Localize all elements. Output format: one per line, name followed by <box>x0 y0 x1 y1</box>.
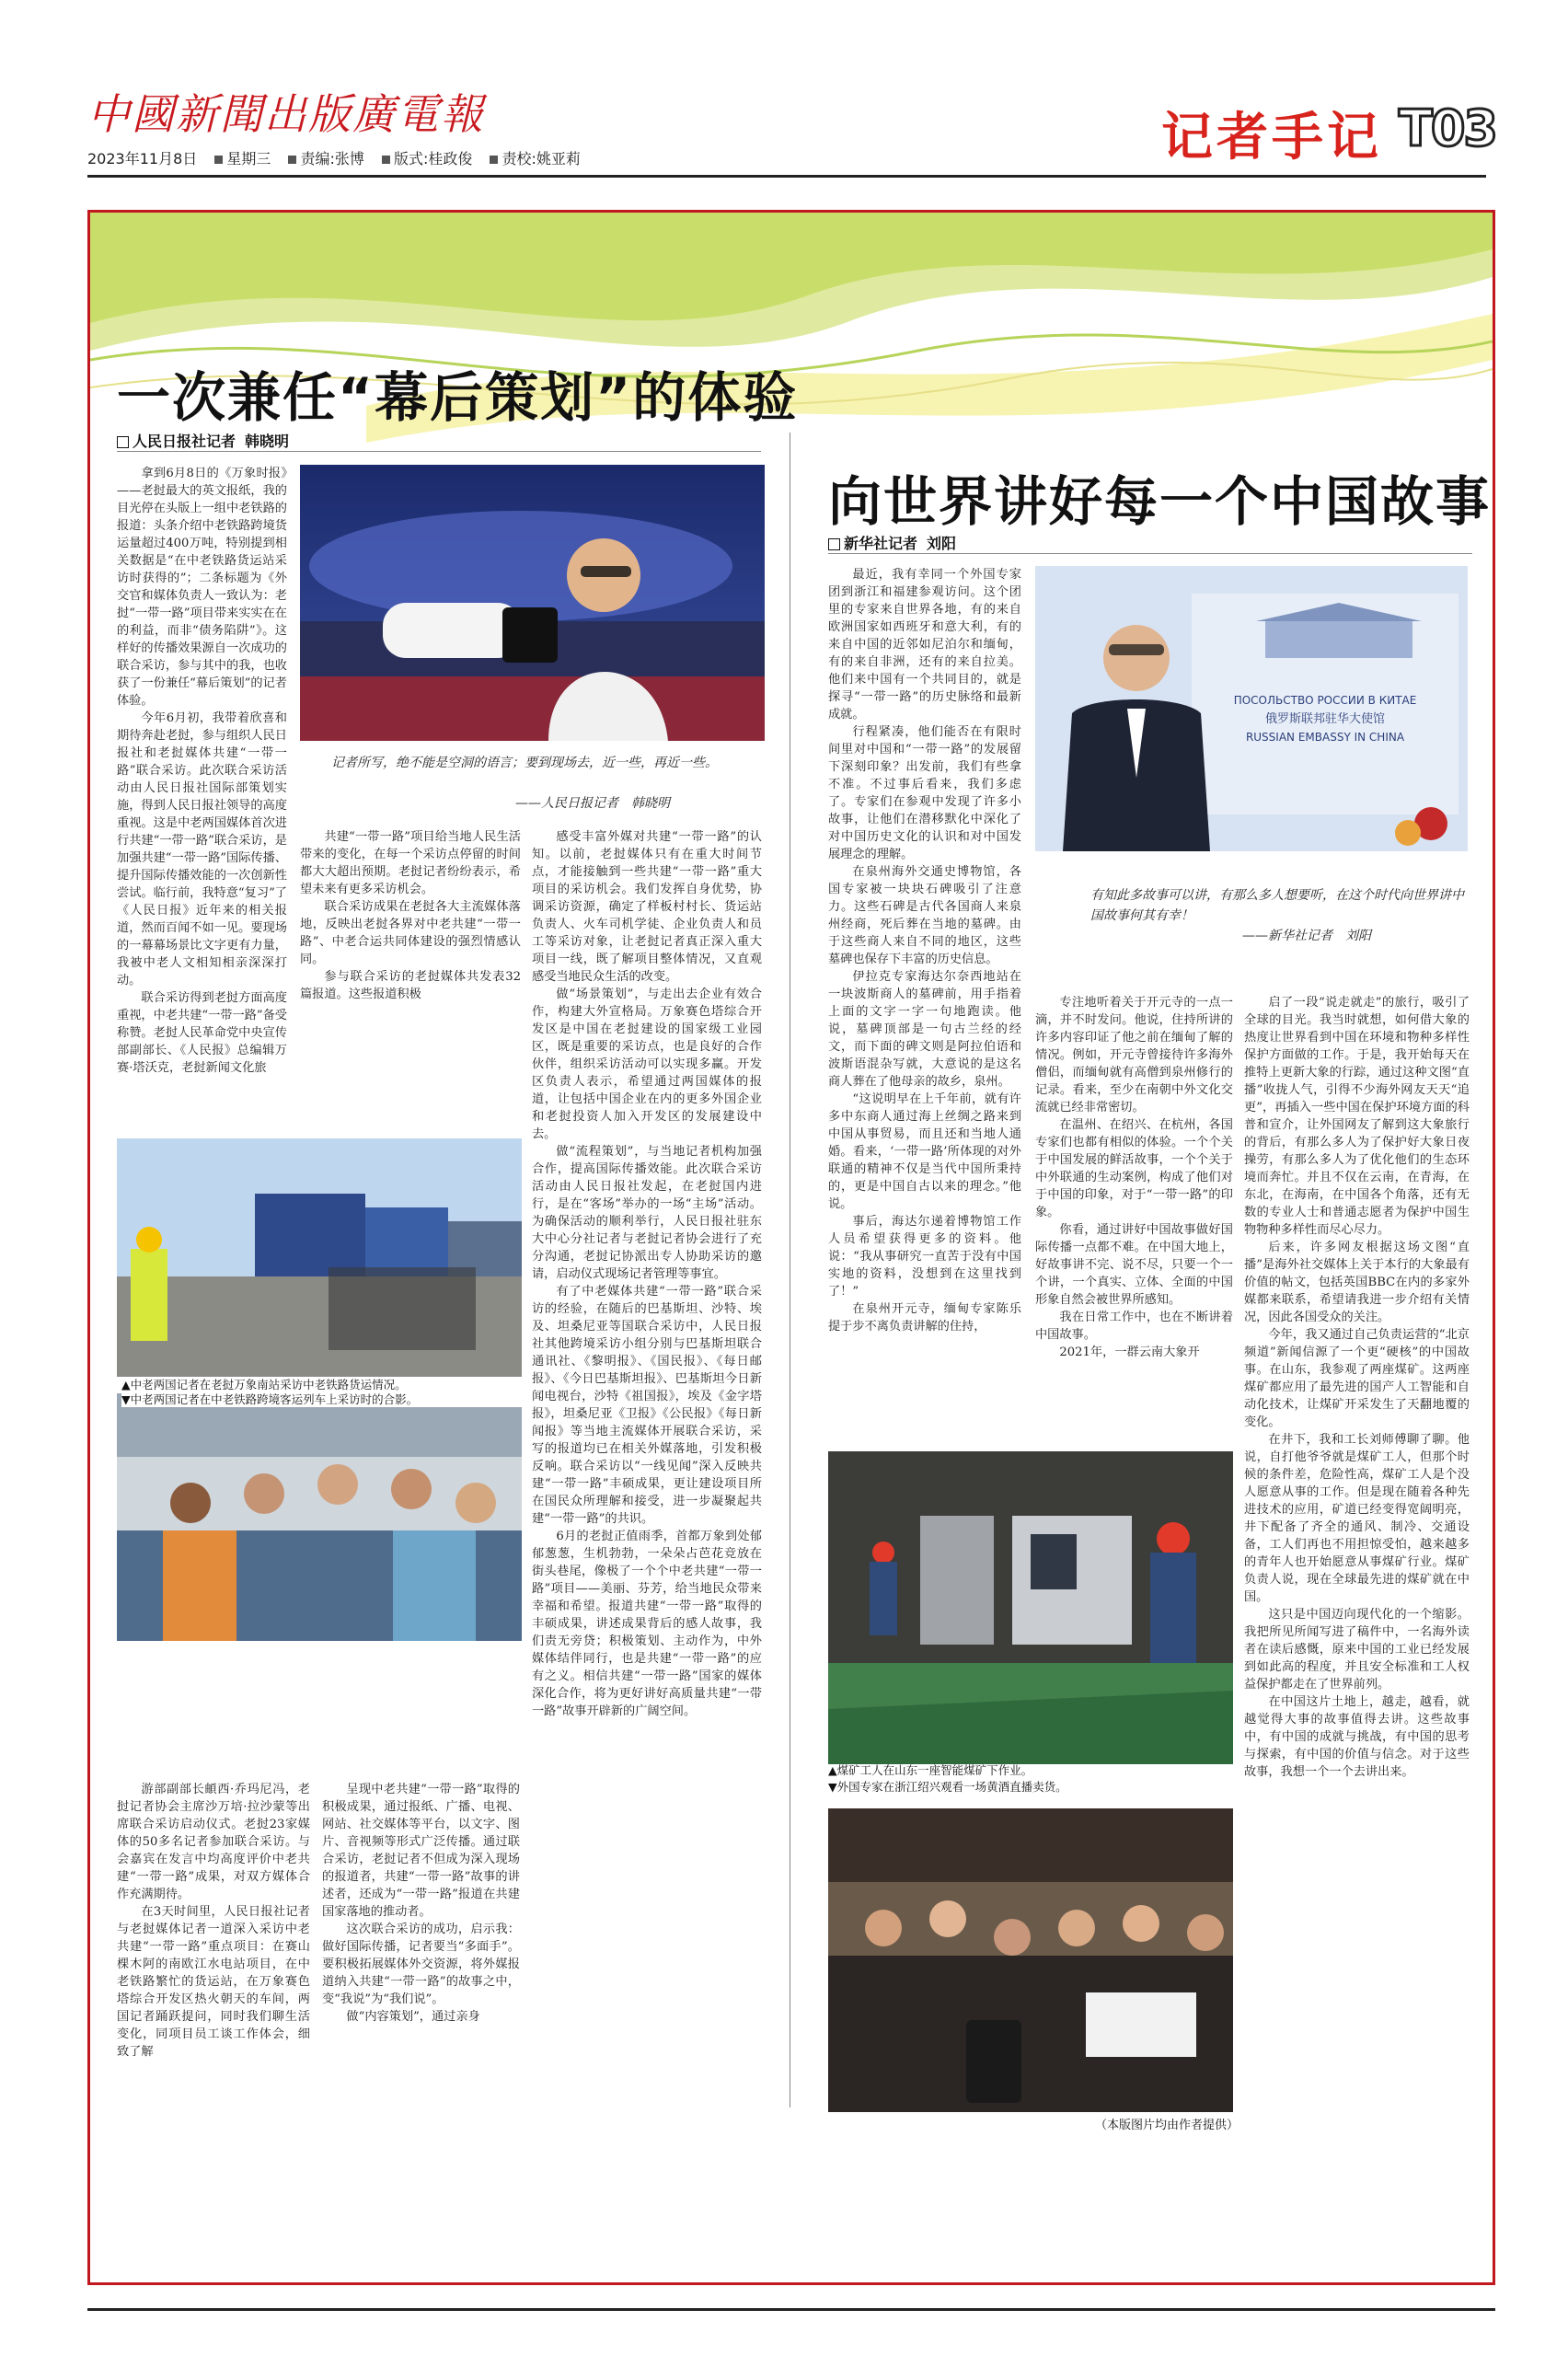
paragraph: 在温州、在绍兴、在杭州，各国专家们也都有相似的体验。一个个关于中国发展的鲜活故事，一个个关于中外联通的生动案例，构成了他们对于中国的印象，对于“一带一路”的印象。 <box>1035 1118 1233 1219</box>
bullet-icon <box>490 156 498 164</box>
paragraph: 事后，海达尔递着博物馆工作人员希望获得更多的资料。他说：“我从事研究一直苦于没有中国实地的资料，没想到在这里找到了！” <box>828 1215 1021 1299</box>
paragraph: 启了一段“说走就走”的旅行，吸引了全球的目光。我当时就想，如何借大象的热度让世界看到中国在环境和物种多样性保护方面做的工作。于是，我开始每天在推特上更新大象的行踪，通过这种文图“直播”收拢人气，引得不少海外网友天天“追更”，再插入一些中国在保护环境方面的科普和宣介，让外国网友了解到这大象旅行的背后，有那么多人为了保护好大象日夜操劳，有那么多人为了优化他们的生态环境而奔忙。并且不仅在云南，在青海，在东北，在海南，在中国各个角落，还有无数的专业人士和普通志愿者为保护中国生物物种多样性而尽心尽力。 <box>1244 996 1470 1237</box>
page-number: T03 <box>1399 99 1496 157</box>
bullet-icon <box>214 156 223 164</box>
article1-title: 一次兼任“幕后策划”的体验 <box>117 366 799 429</box>
article1-photo-train-group <box>117 1392 522 1641</box>
article1-column-c <box>300 828 521 1127</box>
article2-byline-org: 新华社记者 <box>844 535 918 552</box>
article1-column-d <box>322 1781 520 2103</box>
paragraph: 今年，我又通过自己负责运营的“北京频道”新闻信源了一个更“硬核”的中国故事。在山东，我参观了两座煤矿。这两座煤矿都应用了最先进的国产人工智能和自动化技术，让煤矿开采发生了天翻地覆的变化。 <box>1244 1328 1470 1429</box>
paragraph: 做“内容策划”，通过亲身 <box>346 2010 480 2024</box>
proof-editor: 责校:姚亚莉 <box>502 150 581 167</box>
paragraph: “这说明早在上千年前，就有许多中东商人通过海上丝绸之路来到中国从事贸易，而且还和当地人通婚。看来，‘一带一路’所体现的对外联通的精神不仅是当代中国所秉持的，更是中国自古以来的理念。”他说。 <box>828 1092 1021 1211</box>
article2-photo1-credit: ——新华社记者 刘阳 <box>1242 929 1371 943</box>
paragraph: 伊拉克专家海达尔奈西地站在一块波斯商人的墓碑前，用手指着上面的文字一字一句地跑读。他说，墓碑顶部是一句古兰经的经文，而下面的碑文则是阿拉伯语和波斯语混杂写就，大意说的是这名商人葬在了他母亲的故乡，泉州。 <box>828 970 1021 1089</box>
article1-column-e <box>532 828 762 2103</box>
embassy-sign-ru: ПОСОЛЬСТВО РОССИИ В КИТАЕ <box>1233 694 1417 707</box>
paragraph: 在3天时间里，人民日报社记者与老挝媒体记者一道深入采访中老共建“一带一路”重点项目：在赛山棵木阿的南欧江水电站项目，在中老铁路繁忙的货运站，在万象赛色塔综合开发区热火朝天的车间，两国记者踊跃提问，同时我们聊生活变化，同项目员工谈工作体会，细致了解 <box>117 1905 310 2059</box>
article1-photo1-credit: ——人民日报记者 韩晓明 <box>515 796 670 811</box>
article2-photo3-caption: ▼外国专家在浙江绍兴观看一场黄酒直播卖货。 <box>828 1780 1067 1794</box>
paragraph: 拿到6月8日的《万象时报》——老挝最大的英文报纸，我的目光停在头版上一组中老铁路的报道：头条介绍中老铁路跨境货运量超过400万吨，特别提到相关数据是“在中老铁路货运站采访时获得的”；二条标题为《外交官和媒体负责人一致认为：老挝“一带一路”项目带来实实在在的利益，而非“债务陷阱”》。这样好的传播效果源自一次成功的联合采访，参与其中的我，也收获了一份兼任“幕后策划”的记者体验。 <box>117 467 287 708</box>
article1-byline-rule <box>117 451 761 452</box>
article2-byline-rule <box>828 553 1472 554</box>
article1-photo3-caption: ▼中老两国记者在中老铁路跨境客运列车上采访时的合影。 <box>121 1392 526 1407</box>
paragraph: 有了中老媒体共建“一带一路”联合采访的经验，在随后的巴基斯坦、沙特、埃及、坦桑尼亚等国联合采访中，人民日报社其他跨境采访小组分别与巴基斯坦联合通讯社、《黎明报》、《国民报》、《每日邮报》、《今日巴基斯坦报》、巴基斯坦今日新闻电视台，沙特《祖国报》，埃及《金字塔报》，坦桑尼亚《卫报》《公民报》《每日新闻报》等当地主流媒体开展联合采访，采写的报道均已在相关外媒落地，引发积极反响。联合采访以“一线见闻”深入反映共建“一带一路”丰硕成果，更让建设项目所在国民众所理解和接受，进一步凝聚起共建“一带一路”的共识。 <box>532 1285 762 1526</box>
article2-column-c <box>1244 994 1470 2098</box>
paragraph: 做“流程策划”，与当地记者机构加强合作，提高国际传播效能。此次联合采访活动由人民日报社发起，在老挝国内进行，是在“客场”举办的一场“主场”活动。为确保活动的顺利举行，人民日报社驻东大中心分社记者与老挝记者协会进行了充分沟通，老挝记协派出专人协助采访的邀请，启动仪式现场记者管理等事宜。 <box>532 1145 762 1281</box>
embassy-sign-en: RUSSIAN EMBASSY IN CHINA <box>1245 731 1405 744</box>
section-name: 记者手记 <box>1161 108 1382 167</box>
article1-photo-freight-station <box>117 1138 522 1380</box>
article1-photo2-caption-line: ▲中老两国记者在老挝万象南站采访中老铁路货运情况。 <box>121 1378 407 1392</box>
footer-rule <box>87 2308 1495 2311</box>
paragraph: 行程紧凑，他们能否在有限时间里对中国和“一带一路”的发展留下深刻印象？出发前，我们有些拿不准。不过事后看来，我们多虑了。专家们在参观中发现了许多小故事，让他们在潜移默化中深化了对中国历史文化的认识和对中国发展理念的理解。 <box>828 725 1021 861</box>
dateline <box>87 147 594 168</box>
paragraph: 在泉州开元寺，缅甸专家陈乐提于步不离负责讲解的住持， <box>828 1302 1021 1334</box>
paragraph: 感受丰富外媒对共建“一带一路”的认知。以前，老挝媒体只有在重大时间节点，才能接触到一些共建“一带一路”重大项目的采访机会。我们发挥自身优势，协调采访资源，确定了样板村村长、货运站负责人、火车司机学徒、企业负责人和员工等采访对象，让老挝记者真正深入重大项目一线，既了解项目整体情况，又直观感受当地民众生活的改变。 <box>532 830 762 984</box>
article2-byline-name: 刘阳 <box>927 535 957 552</box>
photo-credit-note: （本版图片均由作者提供） <box>1095 2119 1239 2132</box>
paragraph: 参与联合采访的老挝媒体共发表32篇报道。这些报道积极 <box>300 970 521 1001</box>
article1-photo1-caption: 记者所写，绝不能是空洞的语言；要到现场去，近一些，再近一些。 <box>331 756 718 770</box>
paragraph: 联合采访得到老挝方面高度重视，中老共建“一带一路”备受称赞。老挝人民革命党中央宣传部副部长、《人民报》总编辑万赛·塔沃克，老挝新闻文化旅 <box>117 991 287 1075</box>
paragraph: 游部副部长頔西·乔玛尼冯，老挝记者协会主席沙万培·拉沙蒙等出席联合采访启动仪式。老挝23家媒体的50多名记者参加联合采访。与会嘉宾在发言中均高度评价中老共建“一带一路”成果，对双方媒体合作充满期待。 <box>117 1783 310 1901</box>
square-icon <box>828 538 840 550</box>
article1-photo-reporter <box>300 465 765 741</box>
article1-byline <box>117 430 289 451</box>
paragraph: 在井下，我和工长刘师傅聊了聊。他说，自打他爷爷就是煤矿工人，但那个时候的条件差，危险性高，煤矿工人是个没人愿意从事的工作。但是现在随着各种先进技术的应用，矿道已经变得宽阔明亮，井下配备了齐全的通风、制冷、交通设备，工人们再也不用担惊受怕，越来越多的青年人也开始愿意从事煤矿行业。煤矿负责人说，现在全球最先进的煤矿就在中国。 <box>1244 1433 1470 1604</box>
article2-photo1-caption: 有知此多故事可以讲，有那么多人想要听，在这个时代向世界讲中国故事何其有幸！ <box>1090 888 1464 923</box>
masthead-logo: 中國新聞出版廣電報 <box>87 89 485 139</box>
paragraph: 今年6月初，我带着欣喜和期待奔赴老挝，参与组织人民日报社和老挝媒体共建“一带一路”联合采访。此次联合采访活动由人民日报社国际部策划实施，得到人民日报社领导的高度重视。这是中老两国媒体首次进行共建“一带一路”联合采访，是加强共建“一带一路”国际传播、提升国际传播效能的一次创新性尝试。临行前，我特意“复习”了《人民日报》近年来的相关报道，然而百闻不如一见。要现场的一幕幕场景比文字更有力量，我被中老人文相知相亲深深打动。 <box>117 711 287 987</box>
paragraph: 在泉州海外交通史博物馆，各国专家被一块块石碑吸引了注意力。这些石碑是古代各国商人来泉州经商，死后葬在当地的墓碑。由于这些商人来自不同的地区，这些墓碑也保存下丰富的历史信息。 <box>828 865 1021 966</box>
article2-photo-coal-mine <box>828 1451 1233 1764</box>
paragraph: 这只是中国迈向现代化的一个缩影。我把所见所闻写进了稿件中，一名海外读者在读后感慨，原来中国的工业已经发展到如此高的程度，并且安全标准和工人权益保护都走在了世界前列。 <box>1244 1608 1470 1692</box>
paragraph: 你看，通过讲好中国故事做好国际传播一点都不难。在中国大地上，好故事讲不完、说不尽，只要一个一个讲，一个真实、立体、全面的中国形象自然会被世界所感知。 <box>1035 1223 1233 1307</box>
paragraph: 这次联合采访的成功，启示我：做好国际传播，记者要当“多面手”。要积极拓展媒体外交资源，将外媒报道纳入共建“一带一路”的故事之中，变“我说”为“我们说”。 <box>322 1923 520 2006</box>
paragraph: 2021年，一群云南大象开 <box>1059 1345 1200 1359</box>
paragraph: 在中国这片土地上，越走，越看，就越觉得大事的故事值得去讲。这些故事中，有中国的成就与挑战，有中国的思考与探索，有中国的价值与信念。对于这些故事，我想一个一个去讲出来。 <box>1244 1695 1470 1779</box>
article2-photo-livestream <box>828 1808 1233 2112</box>
issue-date: 2023年11月8日 <box>87 150 198 167</box>
bullet-icon <box>382 156 390 164</box>
article2-photo2-caption: ▲煤矿工人在山东一座智能煤矿下作业。 <box>828 1763 1033 1777</box>
paragraph: 我在日常工作中，也在不断讲着中国故事。 <box>1035 1311 1233 1342</box>
layout-editor: 版式:桂政俊 <box>393 150 473 167</box>
paragraph: 专注地听着关于开元寺的一点一滴，并不时发问。他说，住持所讲的许多内容印证了他之前在缅甸了解的情况。例如，开元寺曾接待许多海外僧侣，而缅甸就有高僧到泉州修行的记录。看来，至少在南朝中外文化交流就已经非常密切。 <box>1035 996 1233 1114</box>
paragraph: 6月的老挝正值雨季，首都万象到处郁郁葱葱，生机勃勃，一朵朵占芭花竞放在街头巷尾，像极了一个个中老共建“一带一路”项目——美丽、芬芳，给当地民众带来幸福和希望。报道共建“一带一路”取得的丰硕成果，讲述成果背后的感人故事，我们责无旁贷；积极策划、主动作为，中外媒体结伴同行，也是共建“一带一路”的应有之义。相信共建“一带一路”国家的媒体深化合作，将为更好讲好高质量共建“一带一路”故事开辟新的广阔空间。 <box>532 1530 762 1718</box>
bullet-icon <box>288 156 296 164</box>
paragraph: 呈现中老共建“一带一路”取得的积极成果，通过报纸、广播、电视、网站、社交媒体等平台，以文字、图片、音视频等形式广泛传播。通过联合采访，老挝记者不但成为深入现场的报道者，共建“一带一路”故事的讲述者，还成为“一带一路”报道在共建国家落地的推动者。 <box>322 1783 520 1919</box>
paragraph: 最近，我有幸同一个外国专家团到浙江和福建参观访问。这个团里的专家来自世界各地，有的来自欧洲国家如西班牙和意大利，有的来自中国的近邻如尼泊尔和缅甸，有的来自非洲，还有的来自拉美。他们来中国有一个共同目的，就是探寻“一带一路”的历史脉络和最新成就。 <box>828 568 1021 722</box>
article2-title: 向世界讲好每一个中国故事 <box>828 470 1492 533</box>
header-rule <box>87 175 1486 178</box>
article2-column-b <box>1035 994 1233 1454</box>
article1-column-b <box>117 1781 310 2103</box>
article1-byline-name: 韩晓明 <box>245 433 290 450</box>
issue-weekday: 星期三 <box>226 150 271 167</box>
responsible-editor: 责编:张博 <box>300 150 364 167</box>
decorative-waves <box>90 213 1493 489</box>
square-icon <box>117 436 129 448</box>
article2-photo-embassy <box>1035 566 1468 851</box>
paragraph: 联合采访成果在老挝各大主流媒体落地，反映出老挝各界对中老共建“一带一路”、中老合运共同体建设的强烈情感认同。 <box>300 900 521 966</box>
article1-byline-org: 人民日报社记者 <box>133 433 236 450</box>
article2-byline <box>828 532 956 553</box>
paragraph: 后来，许多网友根据这场文图“直播”是海外社交媒体上关于本行的大象最有价值的帖文，包括英国BBC在内的多家外媒都来联系，希望请我进一步介绍有关情况，因此各国受众的关注。 <box>1244 1241 1470 1324</box>
paragraph: 共建“一带一路”项目给当地人民生活带来的变化，在每一个采访点停留的时间都大大超出预期。老挝记者纷纷表示，希望未来有更多采访机会。 <box>300 830 521 896</box>
embassy-sign-zh: 俄罗斯联邦驻华大使馆 <box>1264 712 1386 726</box>
paragraph: 做“场景策划”，与走出去企业有效合作，构建大外宣格局。万象赛色塔综合开发区是中国在老挝建设的国家级工业园区，既是重要的采访点，也是良好的合作伙伴，组织采访活动可以实现多赢。开发区负责人表示，希望通过两国媒体的报道，让包括中国企业在内的更多外国企业和老挝投资人加入开发区的发展建设中去。 <box>532 987 762 1141</box>
article1-column-a <box>117 465 287 1127</box>
